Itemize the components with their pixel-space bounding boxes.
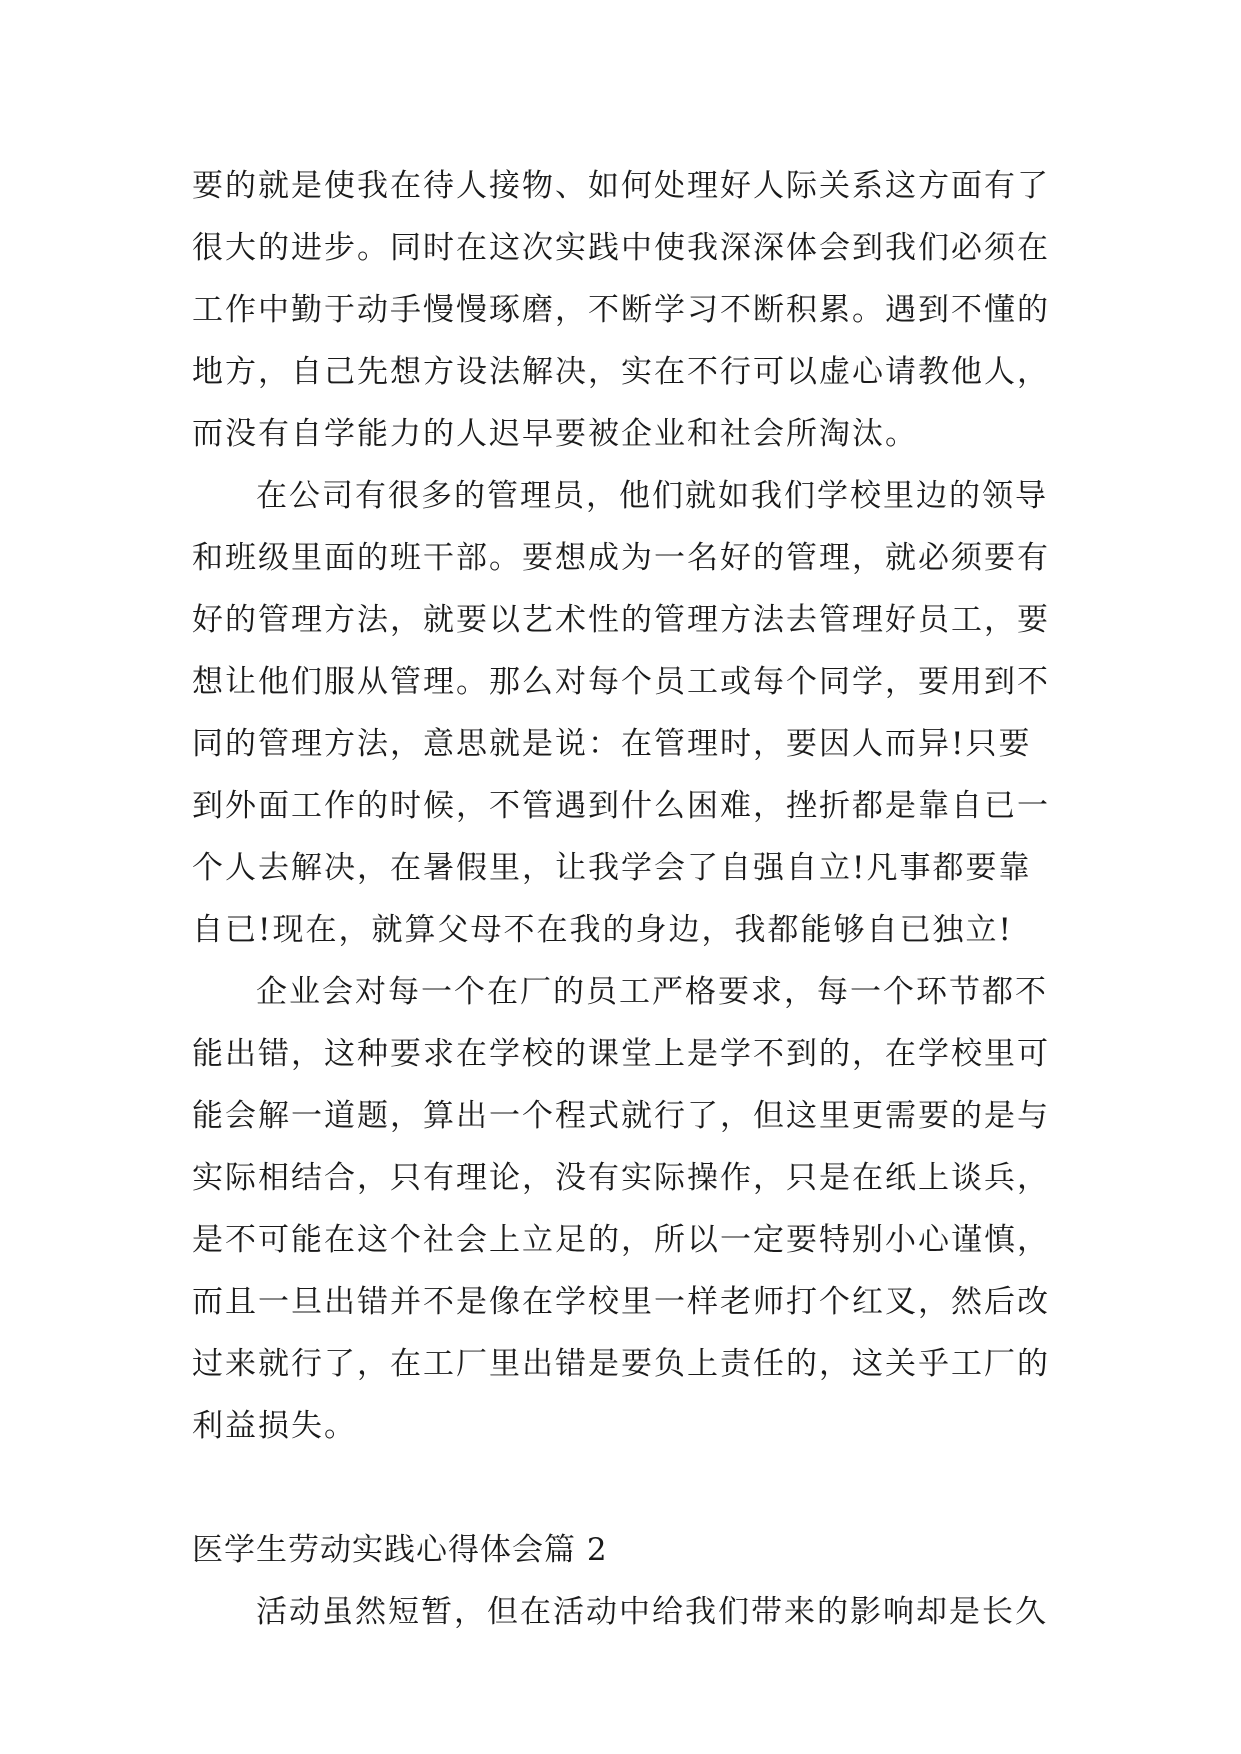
text-line: 同的管理方法，意思就是说：在管理时，要因人而异!只要 bbox=[192, 726, 1032, 762]
text-line: 实际相结合，只有理论，没有实际操作，只是在纸上谈兵， bbox=[192, 1160, 1050, 1196]
text-line: 利益损失。 bbox=[192, 1408, 357, 1444]
paragraph bbox=[192, 961, 1072, 1457]
text-line: 能出错，这种要求在学校的课堂上是学不到的，在学校里可 bbox=[192, 1036, 1050, 1072]
paragraph bbox=[192, 155, 1072, 465]
text-line: 到外面工作的时候，不管遇到什么困难，挫折都是靠自已一 bbox=[192, 788, 1050, 824]
text-line: 能会解一道题，算出一个程式就行了，但这里更需要的是与 bbox=[192, 1098, 1050, 1134]
text-line: 要的就是使我在待人接物、如何处理好人际关系这方面有了 bbox=[192, 168, 1050, 204]
text-line: 过来就行了，在工厂里出错是要负上责任的，这关乎工厂的 bbox=[192, 1346, 1050, 1382]
section-title: 医学生劳动实践心得体会篇 2 bbox=[192, 1532, 608, 1568]
text-line: 是不可能在这个社会上立足的，所以一定要特别小心谨慎， bbox=[192, 1222, 1050, 1258]
text-line: 在公司有很多的管理员，他们就如我们学校里边的领导 bbox=[256, 478, 1048, 514]
document-body bbox=[192, 155, 1072, 1643]
text-line: 工作中勤于动手慢慢琢磨，不断学习不断积累。遇到不懂的 bbox=[192, 292, 1050, 328]
text-line: 想让他们服从管理。那么对每个员工或每个同学，要用到不 bbox=[192, 664, 1050, 700]
text-line: 而没有自学能力的人迟早要被企业和社会所淘汰。 bbox=[192, 416, 918, 452]
paragraph bbox=[192, 1581, 1072, 1643]
text-line: 和班级里面的班干部。要想成为一名好的管理，就必须要有 bbox=[192, 540, 1050, 576]
blank-line bbox=[192, 1457, 1072, 1519]
text-line: 企业会对每一个在厂的员工严格要求，每一个环节都不 bbox=[256, 974, 1048, 1010]
text-line: 地方，自己先想方设法解决，实在不行可以虚心请教他人， bbox=[192, 354, 1050, 390]
text-line: 很大的进步。同时在这次实践中使我深深体会到我们必须在 bbox=[192, 230, 1050, 266]
text-line: 好的管理方法，就要以艺术性的管理方法去管理好员工，要 bbox=[192, 602, 1050, 638]
text-line: 活动虽然短暂，但在活动中给我们带来的影响却是长久 bbox=[256, 1594, 1048, 1630]
paragraph bbox=[192, 465, 1072, 961]
text-line: 而且一旦出错并不是像在学校里一样老师打个红叉，然后改 bbox=[192, 1284, 1050, 1320]
text-line: 自已!现在，就算父母不在我的身边，我都能够自已独立! bbox=[192, 912, 1013, 948]
text-line: 个人去解决，在暑假里，让我学会了自强自立!凡事都要靠 bbox=[192, 850, 1032, 886]
